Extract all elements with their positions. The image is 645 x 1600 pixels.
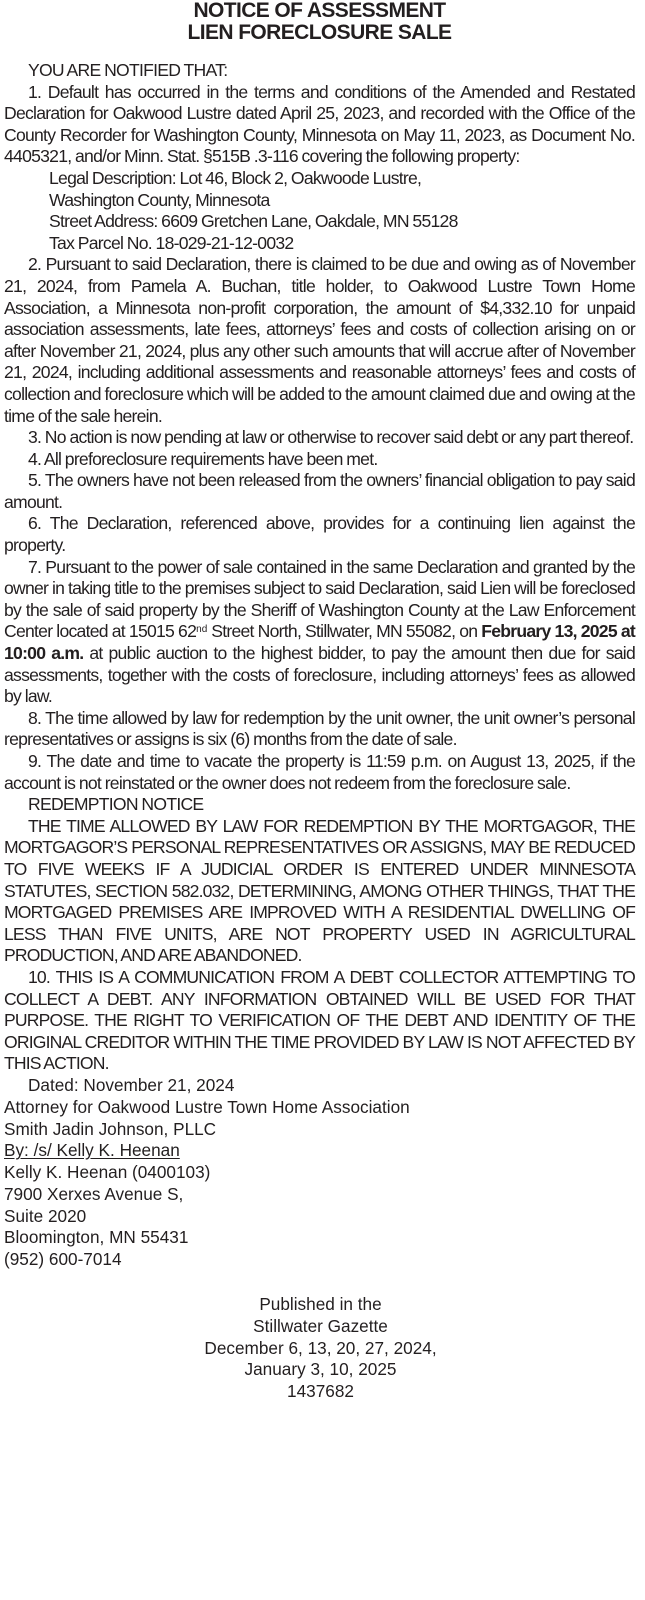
ordinal-suffix: nd	[196, 624, 208, 636]
sale-date-time: February 13, 2025 at 10:00 a.m.	[4, 621, 635, 664]
item-1-default: 1. Default has occurred in the terms and conditions of the Amended and Restated Declaration for Oakwood Lustre dated April 25, 2023, and recorded with the Office of the County Recorder for Washington County, Minnesota on May 11, 2023, as Document No. 4405321, and/or Minn. Stat. §515B .3-116 covering the following property:	[4, 81, 635, 167]
phone-number: (952) 600-7014	[4, 1249, 122, 1270]
item-7-sale-details	[4, 557, 635, 708]
item-6-continuing-lien: 6. The Declaration, referenced above, provides for a continuing lien against the property.	[4, 513, 635, 556]
attorney-name-id: Kelly K. Heenan (0400103)	[4, 1162, 211, 1183]
signature-line: By: /s/ Kelly K. Heenan	[4, 1140, 180, 1161]
city-state-zip: Bloomington, MN 55431	[4, 1227, 189, 1248]
street-address: Street Address: 6609 Gretchen Lane, Oakdale, MN 55128	[49, 211, 458, 232]
item-5-owners-obligation: 5. The owners have not been released from the owners’ financial obligation to pay said amount.	[4, 470, 635, 512]
legal-description-line-2: Washington County, Minnesota	[49, 189, 270, 210]
published-in: Published in the	[259, 1294, 382, 1315]
law-firm: Smith Jadin Johnson, PLLC	[4, 1118, 217, 1139]
redemption-heading: REDEMPTION NOTICE	[28, 794, 204, 815]
title-line-1: NOTICE OF ASSESSMENT	[193, 0, 446, 22]
signature-block	[4, 1075, 635, 1271]
item-4-preforeclosure: 4. All preforeclosure requirements have been met.	[28, 448, 378, 469]
item-9-vacate-date: 9. The date and time to vacate the property is 11:59 p.m. on August 13, 2025, if the account is not reinstated or the owner does not redeem from the foreclosure sale.	[4, 751, 635, 793]
publication-dates-2025: January 3, 10, 2025	[244, 1359, 397, 1380]
redemption-notice-text: THE TIME ALLOWED BY LAW FOR REDEMPTION BY THE MORTGAGOR, THE MORTGAGOR’S PERSONAL REPRESENTATIVES OR ASSIGNS, MAY BE REDUCED TO FIVE WEEKS IF A JUDICIAL ORDER IS ENTERED UNDER MINNESOTA STATUTES, SECTION 582.032, DETERMINING, AMONG OTHER THINGS, THAT THE MORTGAGED PREMISES ARE IMPROVED WITH A RESIDENTIAL DWELLING OF LESS THAN FIVE UNITS, ARE NOT PROPERTY USED IN AGRICULTURAL PRODUCTION, AND ARE ABANDONED.	[4, 815, 635, 966]
item-7-part-1: 7. Pursuant to the power of sale contained in the same Declaration and granted by the owner in taking title to the premises subject to said Declaration, said Lien will be foreclosed by the sale of said property by the Sheriff of Washington County at the Law Enforcement Center located at 15015 62	[4, 556, 635, 642]
intro-text: YOU ARE NOTIFIED THAT:	[28, 60, 228, 80]
attorney-for: Attorney for Oakwood Lustre Town Home Association	[4, 1096, 410, 1117]
dated-line: Dated: November 21, 2024	[28, 1074, 235, 1095]
notice-body	[4, 60, 635, 1075]
property-description	[49, 168, 635, 254]
publication-dates-2024: December 6, 13, 20, 27, 2024,	[204, 1337, 437, 1358]
item-7-part-2: Street North, Stillwater, MN 55082, on	[207, 621, 482, 642]
newspaper-name: Stillwater Gazette	[253, 1315, 388, 1336]
item-7-part-3: at public auction to the highest bidder, to pay the amount then due for said assessments, together with the costs of foreclosure, including attorneys’ fees as allowed by law.	[4, 643, 636, 707]
legal-description-line-1: Legal Description: Lot 46, Block 2, Oakwoode Lustre,	[49, 167, 422, 188]
title-line-2: LIEN FORECLOSURE SALE	[187, 21, 452, 44]
address-line-2: Suite 2020	[4, 1205, 87, 1226]
item-2-amount-due: 2. Pursuant to said Declaration, there is claimed to be due and owing as of November 21, 2024, from Pamela A. Buchan, title holder, to Oakwood Lustre Town Home Association, a Minnesota non-profit corporation, the amount of $4,332.10 for unpaid association assessments, late fees, attorneys’ fees and costs of collection arising on or after November 21, 2024, plus any other such amounts that will accrue after of November 21, 2024, including additional assessments and reasonable attorneys’ fees and costs of collection and foreclosure which will be added to the amount claimed due and owing at the time of the sale herein.	[4, 254, 635, 426]
item-3-no-action: 3. No action is now pending at law or otherwise to recover said debt or any part thereof.	[28, 427, 634, 448]
publication-info	[4, 1294, 635, 1403]
item-8-redemption-period: 8. The time allowed by law for redemption by the unit owner, the unit owner’s personal representatives or assigns is six (6) months from the date of sale.	[4, 707, 635, 750]
ad-number: 1437682	[287, 1381, 354, 1402]
address-line-1: 7900 Xerxes Avenue S,	[4, 1183, 184, 1204]
signed-by	[4, 1140, 635, 1162]
tax-parcel-number: Tax Parcel No. 18-029-21-12-0032	[49, 232, 294, 253]
item-10-debt-collector: 10. THIS IS A COMMUNICATION FROM A DEBT COLLECTOR ATTEMPTING TO COLLECT A DEBT. ANY INFORMATION OBTAINED WILL BE USED FOR THAT PURPOSE. THE RIGHT TO VERIFICATION OF THE DEBT AND IDENTITY OF THE ORIGINAL CREDITOR WITHIN THE TIME PROVIDED BY LAW IS NOT AFFECTED BY THIS ACTION.	[4, 966, 635, 1074]
notice-title	[4, 0, 635, 44]
